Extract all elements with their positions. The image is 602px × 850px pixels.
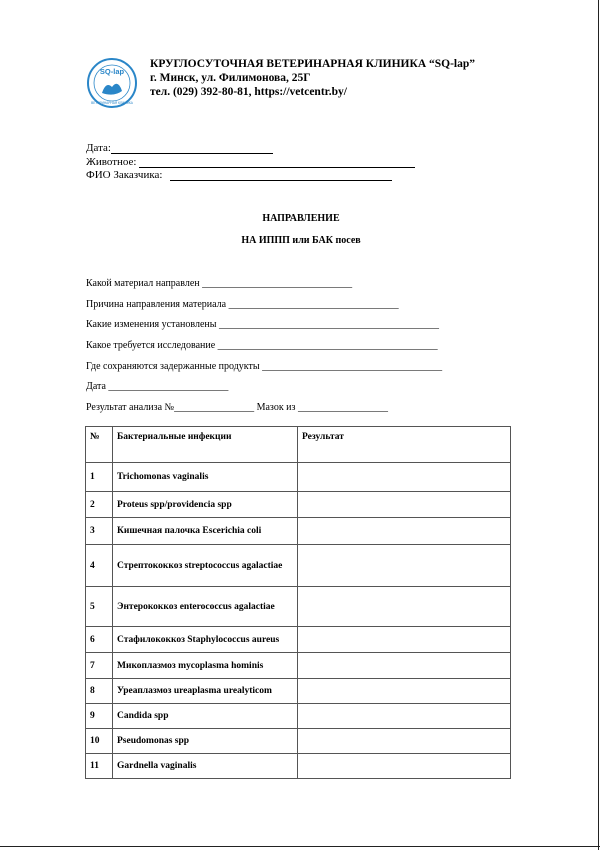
owner-input-line[interactable] — [170, 180, 392, 181]
table-row — [86, 704, 511, 729]
table-row — [86, 627, 511, 653]
date-label: Дата: — [86, 142, 111, 154]
row-number: 3 — [86, 518, 113, 545]
table-row — [86, 545, 511, 587]
clinic-address: г. Минск, ул. Филимонова, 25Г — [150, 72, 311, 84]
page-edge-right — [598, 0, 599, 850]
table-row — [86, 492, 511, 518]
row-result-cell[interactable] — [298, 518, 511, 545]
row-number: 5 — [86, 587, 113, 627]
row-infection: Candida spp — [113, 704, 298, 729]
table-header-row — [86, 427, 511, 463]
clinic-header — [150, 57, 475, 99]
row-number: 10 — [86, 729, 113, 754]
field-reason[interactable]: Причина направления материала __________________________________ — [86, 298, 399, 310]
row-infection: Proteus spp/providencia spp — [113, 492, 298, 518]
field-storage[interactable]: Где сохраняются задержанные продукты ____________________________________ — [86, 360, 443, 372]
meta-block — [86, 142, 162, 183]
field-material[interactable]: Какой материал направлен ______________________________ — [86, 278, 353, 289]
table-row — [86, 518, 511, 545]
animal-label: Животное: — [86, 155, 137, 168]
page-edge-bottom — [0, 846, 600, 847]
row-infection: Стрептококкоз streptococcus agalactiae — [113, 545, 298, 587]
row-result-cell[interactable] — [298, 754, 511, 779]
row-result-cell[interactable] — [298, 729, 511, 754]
row-result-cell[interactable] — [298, 463, 511, 492]
field-required-test[interactable]: Какое требуется исследование ____________________________________________ — [86, 340, 438, 352]
animal-row — [86, 156, 162, 170]
owner-label: ФИО Заказчика: — [86, 169, 163, 181]
row-number: 11 — [86, 754, 113, 779]
row-result-cell[interactable] — [298, 492, 511, 518]
table-row — [86, 463, 511, 492]
row-infection: Уреаплазмоз ureaplasma urealyticom — [113, 679, 298, 704]
row-infection: Микоплазмоз mycoplasma hominis — [113, 653, 298, 679]
row-infection: Энтерококкоз enterococcus agalactiae — [113, 587, 298, 627]
row-infection: Кишечная палочка Escerichia coli — [113, 518, 298, 545]
row-number: 6 — [86, 627, 113, 653]
date-row — [86, 142, 162, 156]
document-subtitle: НА ИППП или БАК посев — [241, 235, 361, 246]
row-infection: Pseudomonas spp — [113, 729, 298, 754]
logo-subtext: ВЕТЕРИНАРНАЯ КЛИНИКА — [91, 101, 133, 105]
field-result-number[interactable]: Результат анализа №________________ Мазок из __________________ — [86, 402, 388, 414]
table-row — [86, 679, 511, 704]
row-result-cell[interactable] — [298, 587, 511, 627]
row-result-cell[interactable] — [298, 653, 511, 679]
row-result-cell[interactable] — [298, 545, 511, 587]
row-number: 1 — [86, 463, 113, 492]
header-infection: Бактериальные инфекции — [113, 427, 298, 463]
row-number: 7 — [86, 653, 113, 679]
table-row — [86, 729, 511, 754]
table-row — [86, 587, 511, 627]
clinic-logo-icon — [86, 57, 138, 109]
row-number: 8 — [86, 679, 113, 704]
date-input-line[interactable] — [111, 153, 273, 154]
clinic-name: КРУГЛОСУТОЧНАЯ ВЕТЕРИНАРНАЯ КЛИНИКА “SQ-lap” — [150, 58, 476, 70]
table-row — [86, 653, 511, 679]
field-date[interactable]: Дата ________________________ — [86, 381, 229, 393]
field-changes[interactable]: Какие изменения установлены ____________________________________________ — [86, 319, 439, 331]
owner-row — [86, 169, 162, 183]
row-number: 4 — [86, 545, 113, 587]
row-infection: Стафилококкоз Staphylococcus aureus — [113, 627, 298, 653]
row-number: 9 — [86, 704, 113, 729]
row-number: 2 — [86, 492, 113, 518]
table-row — [86, 754, 511, 779]
row-result-cell[interactable] — [298, 704, 511, 729]
header-result: Результат — [298, 427, 511, 463]
infections-table — [85, 426, 511, 779]
row-infection: Trichomonas vaginalis — [113, 463, 298, 492]
row-result-cell[interactable] — [298, 627, 511, 653]
row-infection: Gardnella vaginalis — [113, 754, 298, 779]
header-number: № — [86, 427, 113, 463]
animal-input-line[interactable] — [139, 167, 415, 168]
clinic-contacts: тел. (029) 392-80-81, https://vetcentr.by/ — [150, 86, 347, 98]
document-title: НАПРАВЛЕНИЕ — [262, 213, 340, 224]
logo-text: SQ-lap — [99, 67, 125, 76]
row-result-cell[interactable] — [298, 679, 511, 704]
form-fields — [86, 278, 442, 423]
